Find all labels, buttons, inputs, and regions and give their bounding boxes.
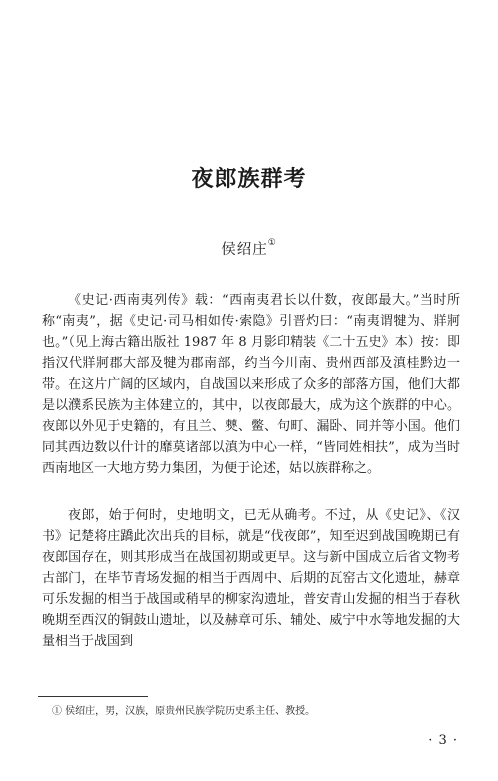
footnote-marker[interactable]: ① <box>267 238 277 248</box>
body-paragraph-1: 《史记·西南夷列传》载：“西南夷君长以什数，夜郎最大。”当时所称“南夷”，据《史记·司马相如传·索隐》引晋灼曰：“南夷谓犍为、牂牁也。”（见上海古籍出版社 1987 年 8 月影印精装《二十五史》本）按：即指汉代牂牁郡大部及犍为郡南部，约当今川南、贵州西部及滇桂黔边一带。在这片广阔的区域内，自战国以来形成了众多的部落方国，他们大都是以濮系民族为主体建立的，其中，以夜郎最大，成为这个族群的中心。夜郎以外见于史籍的，有且兰、僰、鳖、句町、漏卧、同并等小国。他们同其西边数以什计的靡莫诸部以滇为中心一样，“皆同姓相扶”，成为当时西南地区一大地方势力集团，为便于论述，姑以族群称之。 <box>42 293 460 476</box>
footnote-separator <box>38 696 148 697</box>
page-number: · 3 · <box>428 733 458 748</box>
author-line <box>0 238 498 259</box>
footnote-text: ① 侯绍庄，男，汉族，原贵州民族学院历史系主任、教授。 <box>52 706 316 717</box>
article-title: 夜郎族群考 <box>191 166 307 192</box>
body-paragraph-2: 夜郎，始于何时，史地明文，已无从确考。不过，从《史记》、《汉书》记楚将庄蹻此次出兵的目标，就是“伐夜郎”，知至迟到战国晚期已有夜郎国存在，则其形成当在战国初期或更早。这与新中国成立后省文物考古部门，在毕节青场发掘的相当于西周中、后期的瓦窑古文化遗址，赫章可乐发掘的相当于战国或稍早的柳家沟遗址，普安青山发掘的相当于春秋晚期至西汉的铜鼓山遗址，以及赫章可乐、辅处、威宁中水等地发掘的大量相当于战国到 <box>42 508 460 649</box>
author-name: 侯绍庄 <box>221 242 268 258</box>
